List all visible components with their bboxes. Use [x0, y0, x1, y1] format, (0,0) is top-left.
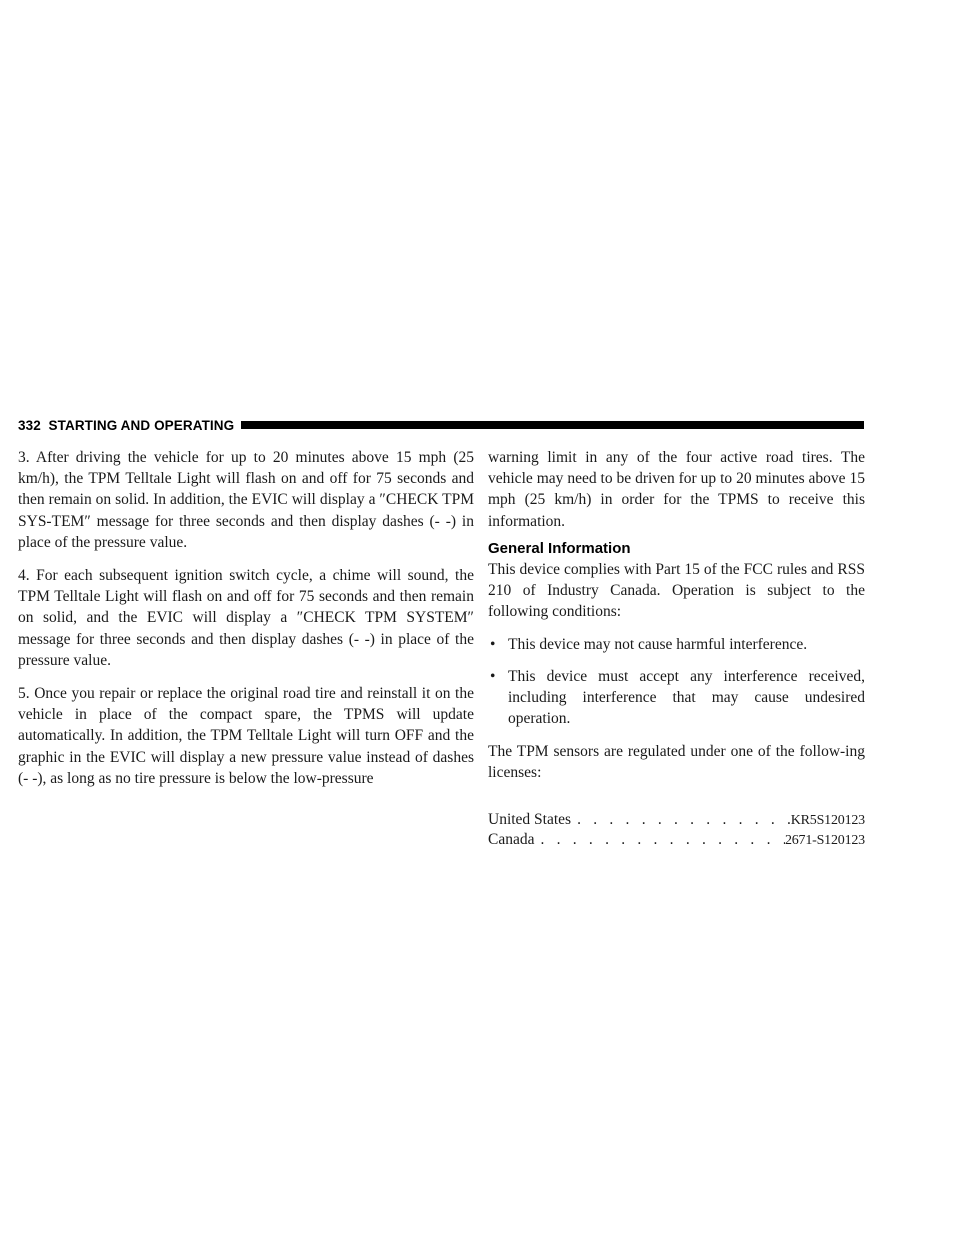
list-item-text: This device may not cause harmful interference. — [508, 636, 808, 654]
leader-dots — [571, 810, 791, 829]
left-column — [18, 447, 474, 801]
right-column — [488, 447, 865, 850]
license-row — [488, 810, 865, 830]
list-item — [488, 666, 865, 730]
license-region: United States — [488, 810, 572, 828]
header-rule — [241, 421, 864, 429]
step-5-paragraph: 5. Once you repair or replace the original road tire and reinstall it on the vehicle in place of the compact spare, the TPMS will update automatically. In addition, the TPM Telltale Light will turn OFF and the graphic in the EVIC will display a new pressure value instead of dashes (- -), as long as no tire pressure is below the low-pressure — [18, 685, 474, 787]
license-row — [488, 830, 865, 850]
leader-dots — [534, 830, 784, 849]
continuation-paragraph: warning limit in any of the four active road tires. The vehicle may need to be driven for up to 20 minutes above 15 mph (25 km/h) in order for the TPMS to receive this information. — [488, 449, 865, 530]
license-code: 2671-S120123 — [784, 832, 865, 848]
licenses-intro-paragraph: The TPM sensors are regulated under one of the follow-ing licenses: — [488, 743, 865, 782]
bullet-icon: • — [490, 636, 496, 654]
section-heading: General Information — [488, 539, 631, 557]
page-header — [18, 418, 864, 432]
fcc-intro-paragraph: This device complies with Part 15 of the FCC rules and RSS 210 of Industry Canada. Operation is subject to the following conditions: — [488, 560, 865, 621]
page-number: 332 — [18, 417, 41, 433]
header-label — [18, 418, 241, 433]
list-item — [488, 634, 865, 655]
license-code: KR5S120123 — [790, 812, 865, 828]
step-3-paragraph: 3. After driving the vehicle for up to 20 minutes above 15 mph (25 km/h), the TPM Telltale Light will flash on and off for 75 seconds and then remain on solid. In addition, the EVIC will display a ″CHECK TPM SYS-TEM″ message for three seconds and then display dashes (- -) in place of the pressure value. — [18, 449, 474, 551]
licenses-table — [488, 810, 865, 850]
list-item-text: This device must accept any interference received, including interference that may cause undesired operation. — [508, 667, 865, 728]
bullet-icon: • — [490, 667, 496, 685]
license-region: Canada — [488, 830, 535, 848]
conditions-list — [488, 634, 865, 729]
step-4-paragraph: 4. For each subsequent ignition switch cycle, a chime will sound, the TPM Telltale Light will flash on and off for 75 seconds and then remain on solid, and the EVIC will display a ″CHECK TPM SYSTEM″ message for three seconds and then display dashes (- -) in place of the pressure value. — [18, 567, 474, 669]
section-title: STARTING AND OPERATING — [48, 417, 235, 433]
